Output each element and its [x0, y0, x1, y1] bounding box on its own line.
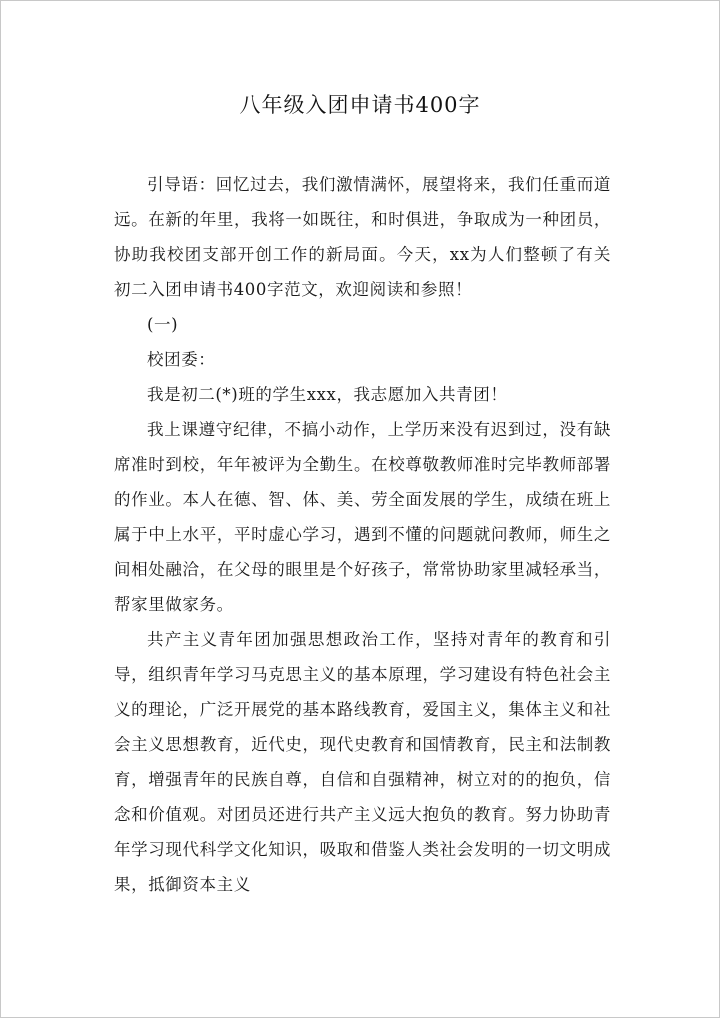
paragraph-intro: 引导语：回忆过去，我们激情满怀，展望将来，我们任重而道远。在新的年里，我将一如既往，和时俱进，争取成为一种团员，协助我校团支部开创工作的新局面。今天，xx为人们整顿了有关初二入团申请书400字范文，欢迎阅读和参照！	[114, 175, 611, 299]
document-body	[114, 167, 611, 902]
paragraph-league-work: 共产主义青年团加强思想政治工作，坚持对青年的教育和引导，组织青年学习马克思主义的基本原理，学习建设有特色社会主义的理论，广泛开展党的基本路线教育，爱国主义，集体主义和社会主义思想教育，近代史，现代史教育和国情教育，民主和法制教育，增强青年的民族自尊，自信和自强精神，树立对的的抱负，信念和价值观。对团员还进行共产主义远大抱负的教育。努力协助青年学习现代科学文化知识，吸取和借鉴人类社会发明的一切文明成果，抵御资本主义	[114, 630, 611, 894]
paragraph-declaration: 我是初二(*)班的学生xxx，我志愿加入共青团！	[147, 385, 508, 404]
paragraph-salutation: 校团委：	[147, 350, 216, 369]
document-title: 八年级入团申请书400字	[239, 93, 481, 117]
paragraph-section-number: (一)	[147, 315, 179, 334]
paragraph-self-description: 我上课遵守纪律，不搞小动作，上学历来没有迟到过，没有缺席准时到校，年年被评为全勤生。在校尊敬教师准时完毕教师部署的作业。本人在德、智、体、美、劳全面发展的学生，成绩在班上属于中上水平，平时虚心学习，遇到不懂的问题就问教师，师生之间相处融洽，在父母的眼里是个好孩子，常常协助家里减轻承当，帮家里做家务。	[114, 420, 611, 614]
